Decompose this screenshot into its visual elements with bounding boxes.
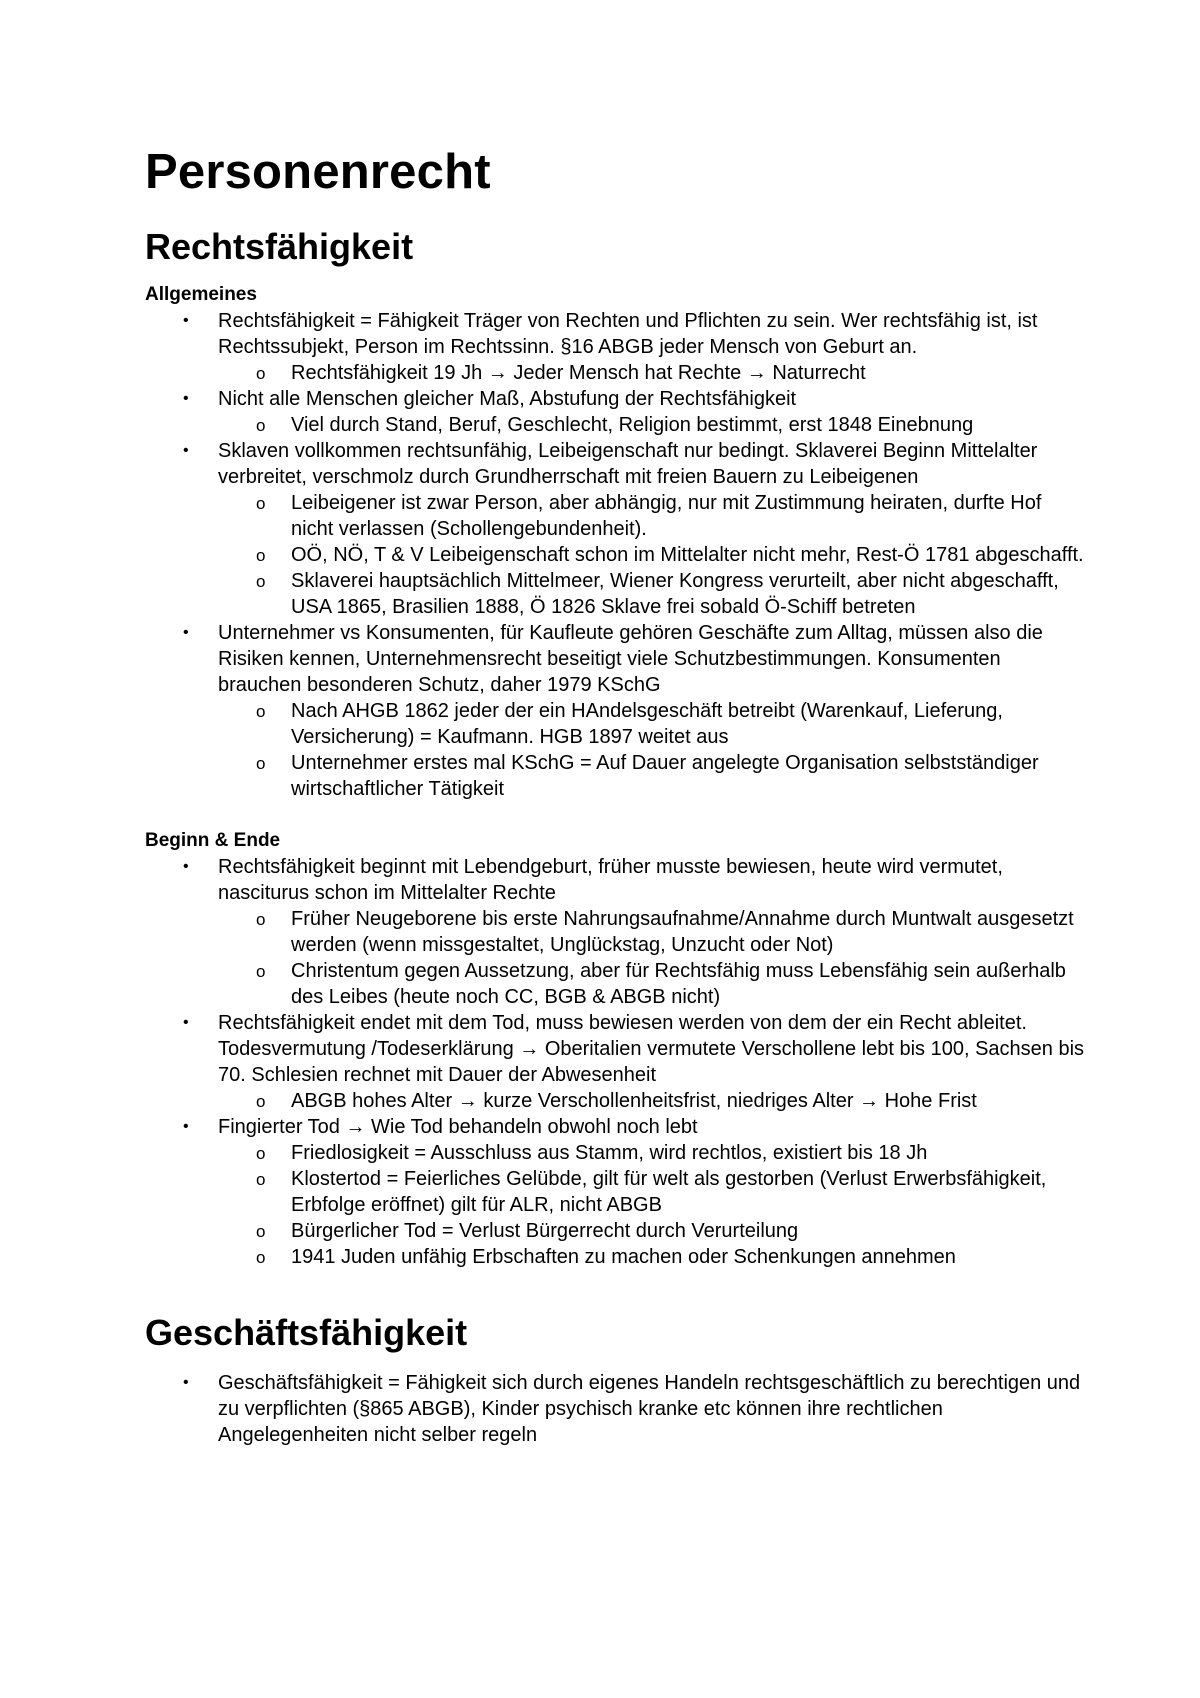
bullet-list <box>145 854 1085 1270</box>
list-item-text: Rechtsfähigkeit = Fähigkeit Träger von Rechten und Pflichten zu sein. Wer rechtsfähig ist, ist Rechtssubjekt, Person im Rechtssinn. §16 ABGB jeder Mensch von Geburt an. <box>218 310 1038 358</box>
list-item-text: Rechtsfähigkeit endet mit dem Tod, muss bewiesen werden von dem der ein Recht ableitet. Todesvermutung /Todeserklärung → Oberitalien vermutete Verschollene lebt bis 100, Sachsen bis 70. Schlesien rechnet mit Dauer der Abwesenheit <box>218 1012 1085 1086</box>
circle-bullet-icon: o <box>256 1170 266 1189</box>
sub-list-item-text: Christentum gegen Aussetzung, aber für Rechtsfähig muss Lebensfähig sein außerhalb des Leibes (heute noch CC, BGB & ABGB nicht) <box>291 960 1066 1008</box>
document-page <box>145 140 1085 1448</box>
sub-list-item-text: Nach AHGB 1862 jeder der ein HAndelsgeschäft betreibt (Warenkauf, Lieferung, Versicherung) = Kaufmann. HGB 1897 weitet aus <box>291 700 1003 748</box>
sub-bullet-list <box>145 360 1085 386</box>
sub-bullet-list <box>145 906 1085 1010</box>
sub-list-item <box>218 1244 1085 1270</box>
circle-bullet-icon: o <box>256 910 266 929</box>
sub-list-item <box>218 490 1085 542</box>
bullet-icon: • <box>183 1118 189 1135</box>
sub-bullet-list <box>145 698 1085 802</box>
sub-list-item <box>218 698 1085 750</box>
circle-bullet-icon: o <box>256 416 266 435</box>
circle-bullet-icon: o <box>256 962 266 981</box>
sub-list-item <box>218 360 1085 386</box>
list-item <box>145 620 1085 802</box>
list-item <box>145 1370 1085 1448</box>
list-item <box>145 1114 1085 1270</box>
circle-bullet-icon: o <box>256 364 266 383</box>
sub-list-item-text: ABGB hohes Alter → kurze Verschollenheitsfrist, niedriges Alter → Hohe Frist <box>291 1090 977 1112</box>
circle-bullet-icon: o <box>256 1248 266 1267</box>
sub-list-item-text: Rechtsfähigkeit 19 Jh → Jeder Mensch hat Rechte → Naturrecht <box>291 362 866 384</box>
circle-bullet-icon: o <box>256 546 266 565</box>
sub-bullet-list <box>145 412 1085 438</box>
circle-bullet-icon: o <box>256 1144 266 1163</box>
list-item-text: Fingierter Tod → Wie Tod behandeln obwohl noch lebt <box>218 1116 698 1138</box>
subsection-heading-beginn-ende: Beginn & Ende <box>145 830 281 851</box>
sub-list-item <box>218 958 1085 1010</box>
sub-list-item <box>218 412 1085 438</box>
list-item-text: Rechtsfähigkeit beginnt mit Lebendgeburt, früher musste bewiesen, heute wird vermutet, nasciturus schon im Mittelalter Rechte <box>218 856 1003 904</box>
circle-bullet-icon: o <box>256 1222 266 1241</box>
sub-list-item-text: Klostertod = Feierliches Gelübde, gilt für welt als gestorben (Verlust Erwerbsfähigkeit, Erbfolge eröffnet) gilt für ALR, nicht ABGB <box>291 1168 1047 1216</box>
list-item <box>145 308 1085 386</box>
list-item-text: Unternehmer vs Konsumenten, für Kaufleute gehören Geschäfte zum Alltag, müssen also die Risiken kennen, Unternehmensrecht beseitigt viele Schutzbestimmungen. Konsumenten brauchen besonderen Schutz, daher 1979 KSchG <box>218 622 1043 696</box>
sub-list-item-text: Unternehmer erstes mal KSchG = Auf Dauer angelegte Organisation selbstständiger wirtschaftlicher Tätigkeit <box>291 752 1039 800</box>
circle-bullet-icon: o <box>256 494 266 513</box>
sub-list-item <box>218 750 1085 802</box>
list-item-text: Sklaven vollkommen rechtsunfähig, Leibeigenschaft nur bedingt. Sklaverei Beginn Mittelalter verbreitet, verschmolz durch Grundherrschaft mit freien Bauern zu Leibeigenen <box>218 440 1038 488</box>
sub-list-item-text: Früher Neugeborene bis erste Nahrungsaufnahme/Annahme durch Muntwalt ausgesetzt werden (wenn missgestaltet, Unglückstag, Unzucht oder Not) <box>291 908 1074 956</box>
sub-list-item <box>218 542 1085 568</box>
sub-list-item-text: Leibeigener ist zwar Person, aber abhängig, nur mit Zustimmung heiraten, durfte Hof nicht verlassen (Schollengebundenheit). <box>291 492 1042 540</box>
document-title: Personenrecht <box>145 145 491 199</box>
list-item-text: Geschäftsfähigkeit = Fähigkeit sich durch eigenes Handeln rechtsgeschäftlich zu berechtigen und zu verpflichten (§865 ABGB), Kinder psychisch kranke etc können ihre rechtlichen Angelegenheiten nicht selber regeln <box>218 1372 1081 1446</box>
bullet-icon: • <box>183 442 189 459</box>
list-item <box>145 854 1085 1010</box>
circle-bullet-icon: o <box>256 754 266 773</box>
bullet-icon: • <box>183 624 189 641</box>
sub-list-item <box>218 1218 1085 1244</box>
sub-list-item <box>218 1088 1085 1114</box>
circle-bullet-icon: o <box>256 1092 266 1111</box>
bullet-list <box>145 308 1085 802</box>
sub-list-item <box>218 1166 1085 1218</box>
list-item-text: Nicht alle Menschen gleicher Maß, Abstufung der Rechtsfähigkeit <box>218 388 797 410</box>
bullet-list <box>145 1370 1085 1448</box>
sub-list-item-text: Friedlosigkeit = Ausschluss aus Stamm, wird rechtlos, existiert bis 18 Jh <box>291 1142 928 1164</box>
sub-list-item <box>218 568 1085 620</box>
sub-list-item-text: OÖ, NÖ, T & V Leibeigenschaft schon im Mittelalter nicht mehr, Rest-Ö 1781 abgeschafft. <box>291 544 1084 566</box>
sub-list-item <box>218 906 1085 958</box>
sub-list-item-text: 1941 Juden unfähig Erbschaften zu machen oder Schenkungen annehmen <box>291 1246 956 1268</box>
sub-list-item-text: Sklaverei hauptsächlich Mittelmeer, Wiener Kongress verurteilt, aber nicht abgeschafft, USA 1865, Brasilien 1888, Ö 1826 Sklave frei sobald Ö-Schiff betreten <box>291 570 1059 618</box>
sub-bullet-list <box>145 490 1085 620</box>
list-item <box>145 1010 1085 1114</box>
bullet-icon: • <box>183 390 189 407</box>
section-heading-geschaeftsfaehigkeit: Geschäftsfähigkeit <box>145 1312 468 1353</box>
bullet-icon: • <box>183 1014 189 1031</box>
sub-list-item <box>218 1140 1085 1166</box>
section-heading-rechtsfaehigkeit: Rechtsfähigkeit <box>145 226 414 267</box>
sub-list-item-text: Bürgerlicher Tod = Verlust Bürgerrecht durch Verurteilung <box>291 1220 799 1242</box>
list-item <box>145 386 1085 438</box>
subsection-heading-allgemeines: Allgemeines <box>145 284 257 305</box>
bullet-icon: • <box>183 312 189 329</box>
sub-bullet-list <box>145 1140 1085 1270</box>
list-item <box>145 438 1085 620</box>
bullet-icon: • <box>183 1374 189 1391</box>
sub-bullet-list <box>145 1088 1085 1114</box>
circle-bullet-icon: o <box>256 702 266 721</box>
bullet-icon: • <box>183 858 189 875</box>
circle-bullet-icon: o <box>256 572 266 591</box>
sub-list-item-text: Viel durch Stand, Beruf, Geschlecht, Religion bestimmt, erst 1848 Einebnung <box>291 414 974 436</box>
